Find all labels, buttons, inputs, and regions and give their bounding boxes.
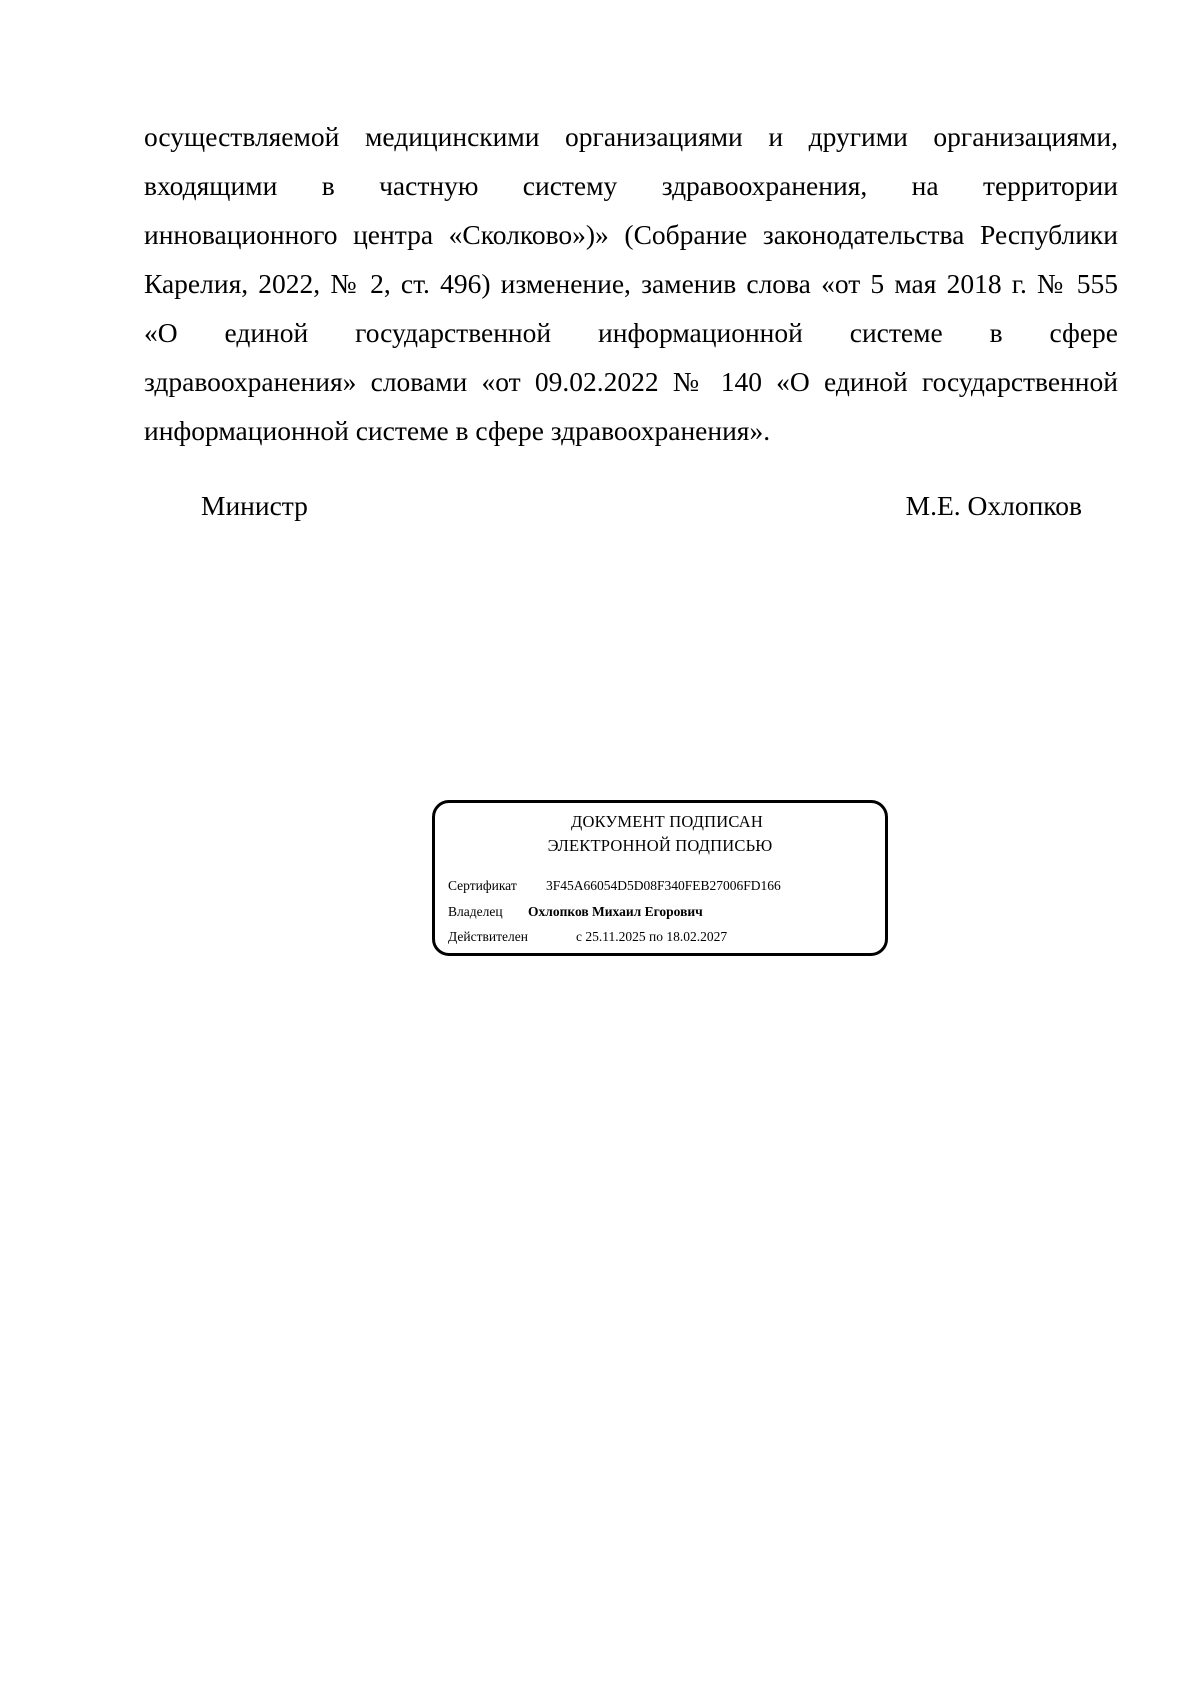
body-paragraph [144, 112, 1118, 455]
paragraph-line: «О единой государственной информационной системе в сфере [144, 317, 1118, 348]
stamp-owner-row [448, 903, 703, 921]
certificate-label: Сертификат [448, 878, 517, 893]
owner-value: Охлопков Михаил Егорович [528, 904, 703, 919]
signatory-title: Министр [201, 490, 308, 521]
owner-label: Владелец [448, 904, 503, 919]
validity-label: Действителен [448, 929, 528, 944]
stamp-validity-row [448, 928, 727, 946]
paragraph-line: входящими в частную систему здравоохранения, на территории [144, 170, 1118, 201]
paragraph-line: осуществляемой медицинскими организациями и другими организациями, [144, 121, 1118, 152]
paragraph-line: Карелия, 2022, № 2, ст. 496) изменение, заменив слова «от 5 мая 2018 г. № 555 [144, 268, 1118, 299]
stamp-heading-line1: ДОКУМЕНТ ПОДПИСАН [571, 812, 763, 831]
certificate-value: 3F45A66054D5D08F340FEB27006FD166 [546, 878, 781, 893]
electronic-signature-stamp [432, 800, 888, 956]
paragraph-line: здравоохранения» словами «от 09.02.2022 № 140 «О единой государственной [144, 366, 1118, 397]
signatory-name: М.Е. Охлопков [905, 490, 1082, 521]
paragraph-line: информационной системе в сфере здравоохранения». [144, 415, 771, 446]
paragraph-line: инновационного центра «Сколково»)» (Собрание законодательства Республики [144, 219, 1118, 250]
stamp-certificate-row [448, 877, 781, 895]
stamp-heading-line2: ЭЛЕКТРОННОЙ ПОДПИСЬЮ [547, 836, 773, 855]
validity-value: с 25.11.2025 по 18.02.2027 [576, 929, 728, 944]
